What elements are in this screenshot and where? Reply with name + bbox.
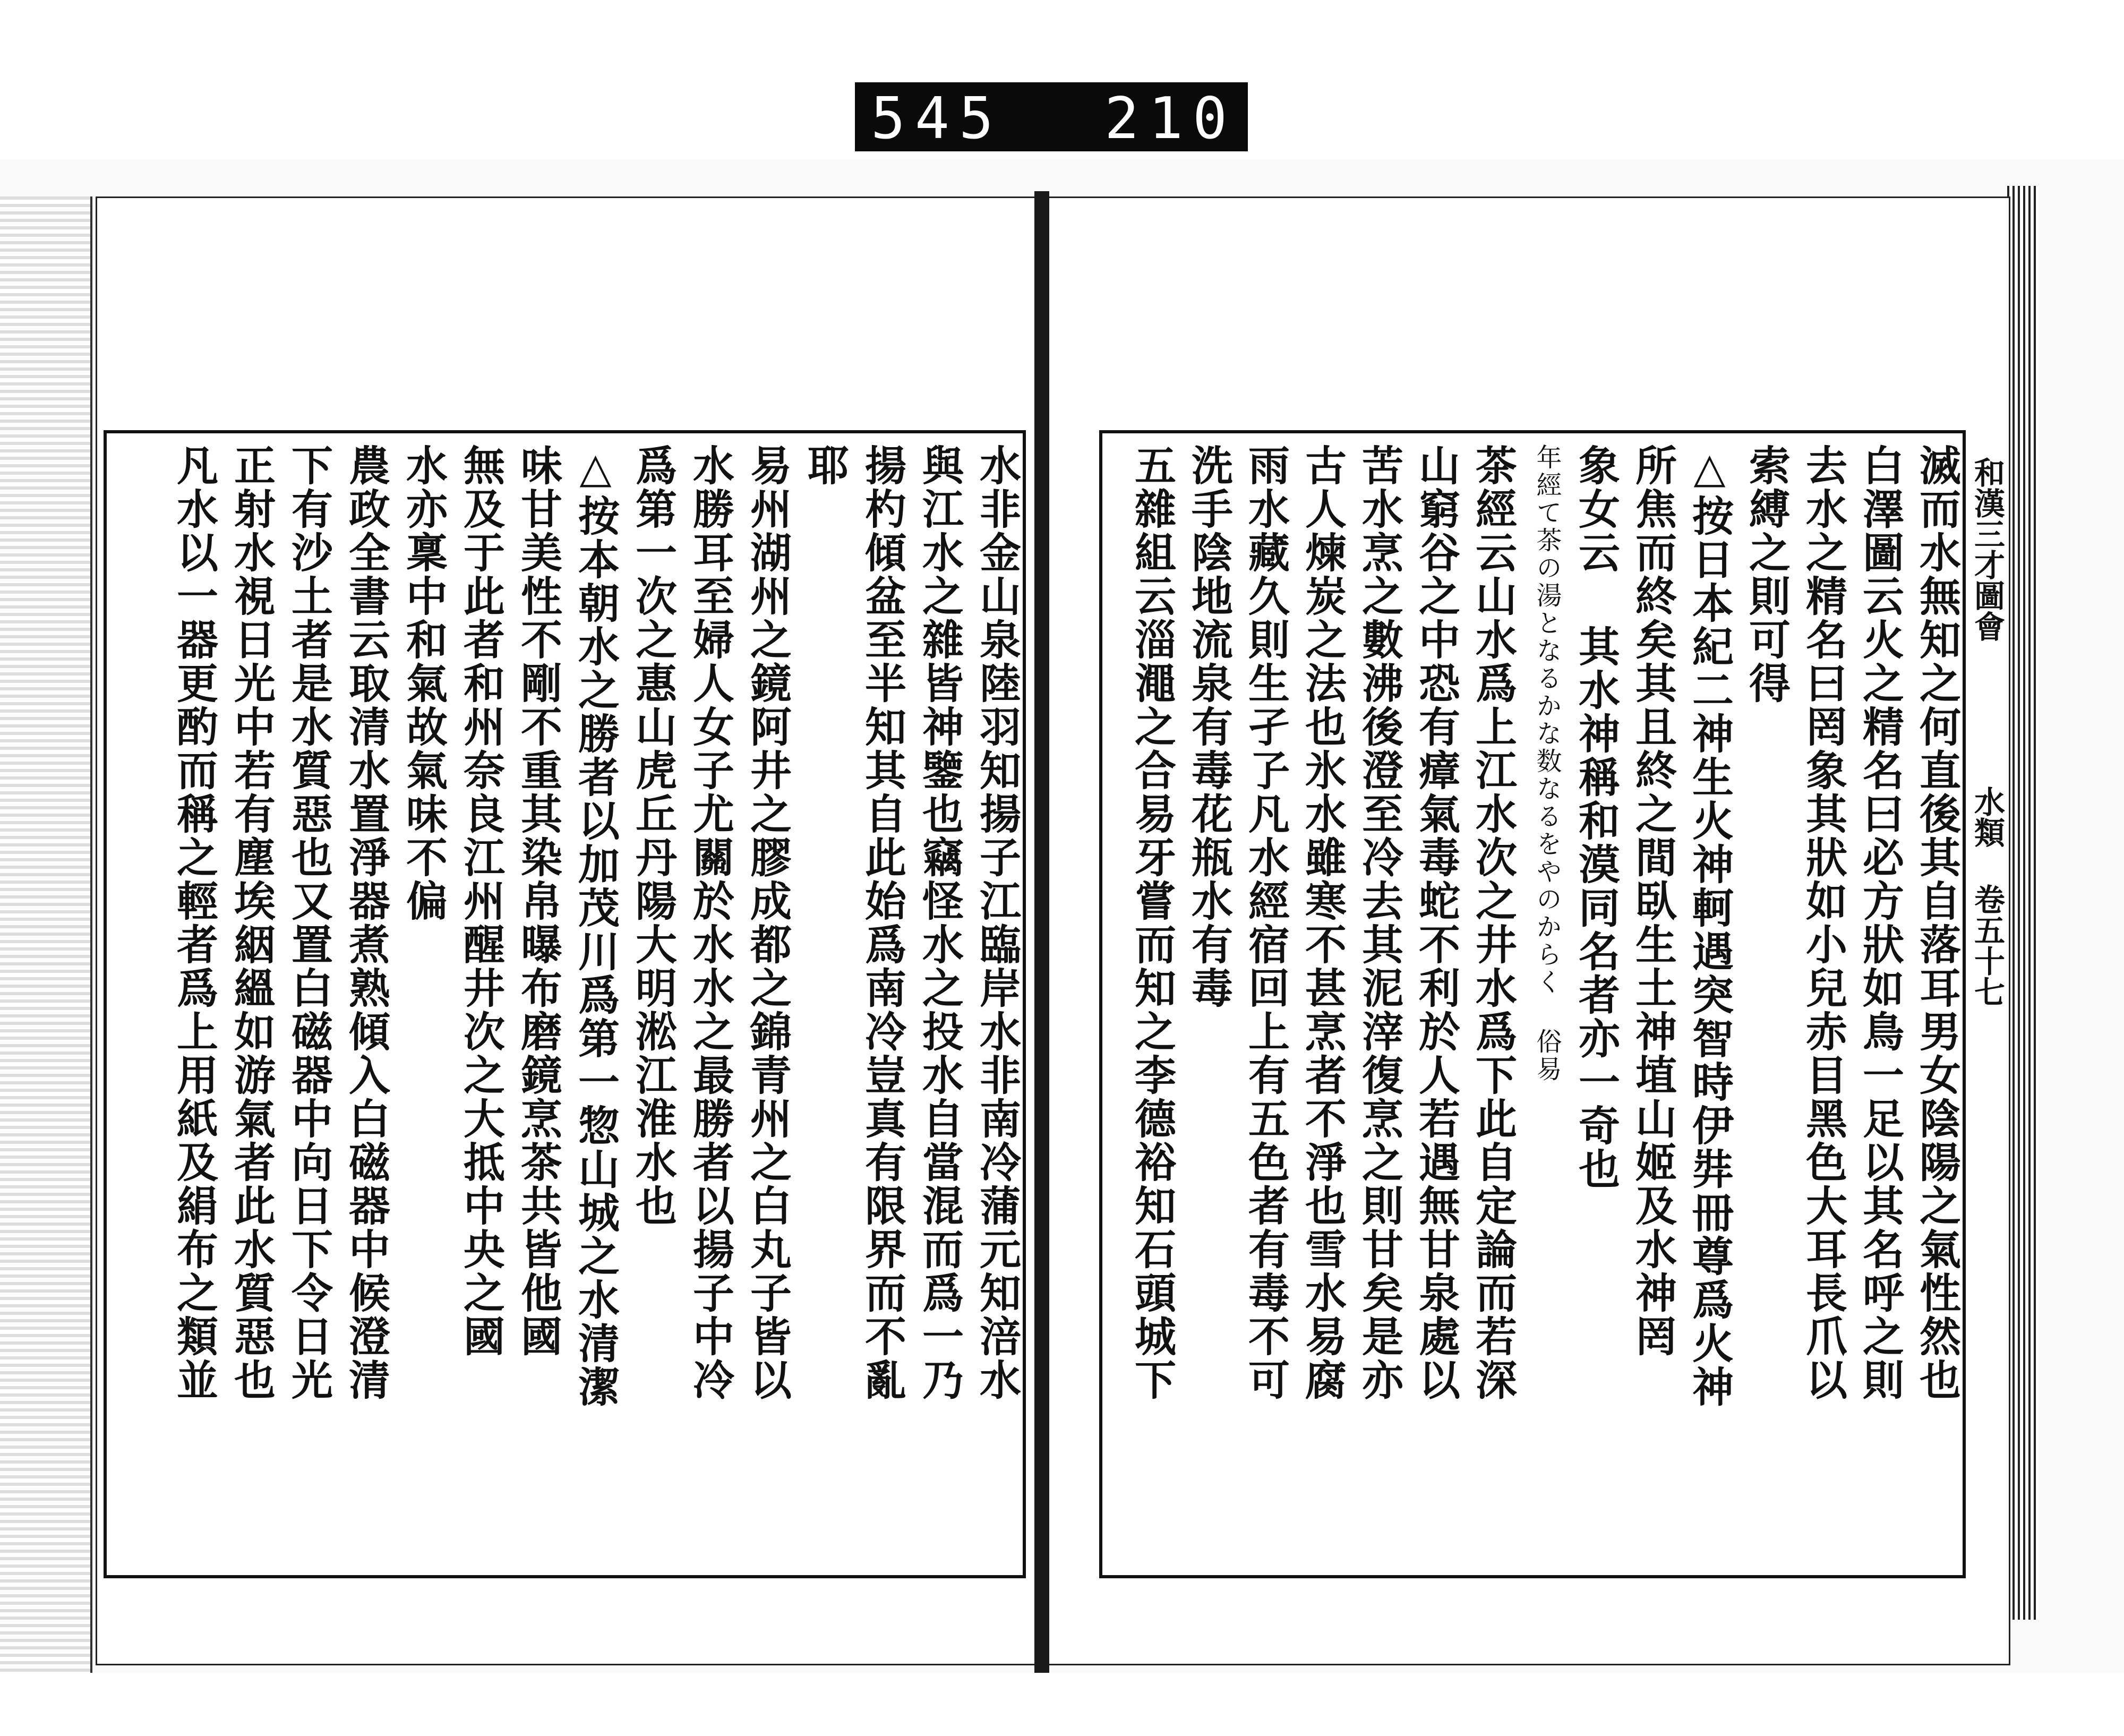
right-col-8-handwritten-note: 年經て茶の湯となるかな数なるをやのからく 俗易 — [1532, 444, 1562, 1083]
right-col-11: 苦水烹之數沸後澄至冷去其泥滓復烹之則甘矣是亦 — [1355, 444, 1403, 1402]
left-col-13: 下有沙土者是水質惡也又置白磁器中向日下令日光 — [285, 444, 333, 1402]
book-spine — [1034, 191, 1049, 1673]
right-col-12: 古人煉炭之法也氷水雖寒不甚烹者不淨也雪水易腐 — [1298, 444, 1347, 1402]
right-col-13: 雨水藏久則生孑孒凡水經宿回上有五色者有毒不可 — [1241, 444, 1290, 1402]
previous-page-edge — [0, 196, 92, 1673]
left-col-9: 味甘美性不剛不重其染帛曝布磨鏡烹茶共皆他國 — [514, 444, 562, 1358]
right-col-6: 所焦而終矣其且終之間臥生土神埴山姬及水神罔 — [1629, 444, 1677, 1358]
right-margin-section: 水類 卷五十七 — [1969, 786, 2005, 1007]
left-col-15: 凡水以一器更酌而稱之輕者爲上用紙及絹布之類並 — [170, 444, 218, 1402]
right-col-10: 山窮谷之中恐有瘴氣毒蛇不利於人若遇無甘泉處以 — [1412, 444, 1460, 1402]
left-col-2: 與江水之雜皆神鑒也竊怪水之投水自當混而爲一乃 — [915, 444, 964, 1402]
page-stack-edge — [2007, 186, 2039, 1620]
catalog-number-tag — [855, 82, 1281, 152]
right-col-14: 洗手陰地流泉有毒花瓶水有毒 — [1185, 444, 1233, 1010]
right-col-3: 去水之精名曰罔象其狀如小兒赤目黑色大耳長爪以 — [1799, 444, 1847, 1402]
right-margin-title: 和漢三才圖會 — [1969, 457, 2005, 642]
right-col-1: 滅而水無知之何直後其自落耳男女陰陽之氣性然也 — [1913, 444, 1961, 1402]
left-col-14: 正射水視日光中若有塵埃絪縕如游氣者此水質惡也 — [227, 444, 276, 1402]
left-col-8: △按本朝水之勝者以加茂川爲第一惣山城之水清潔 — [571, 444, 620, 1409]
left-col-12: 農政全書云取清水置淨器煮熟傾入白磁器中候澄清 — [342, 444, 390, 1402]
left-col-5: 易州湖州之鏡阿井之膠成都之錦青州之白丸子皆以 — [743, 444, 792, 1402]
left-col-6: 水勝耳至婦人女子尤關於水水之最勝者以揚子中冷 — [686, 444, 734, 1402]
right-col-15: 五雜組云淄澠之合易牙嘗而知之李德裕知石頭城下 — [1128, 444, 1176, 1402]
left-col-7: 爲第一次之惠山虎丘丹陽大明淞江淮水也 — [629, 444, 677, 1228]
right-col-9: 茶經云山水爲上江水次之井水爲下此自定論而若深 — [1469, 444, 1517, 1402]
tag-right-number: 210. — [1104, 85, 1281, 152]
right-col-5: △按日本紀二神生火神軻遇突智時伊弉冊尊爲火神 — [1685, 444, 1734, 1409]
right-text-frame — [1099, 430, 1966, 1578]
left-col-3: 揚杓傾盆至半知其自此始爲南冷豈真有限界而不亂 — [858, 444, 906, 1402]
right-col-4: 索縛之則可得 — [1742, 444, 1791, 705]
left-col-10: 無及于此者和州奈良江州醒井次之大抵中央之國 — [457, 444, 505, 1358]
tag-left-number: 545 — [871, 85, 1004, 152]
right-col-7: 象女云 其水神稱和漠同名者亦一奇也 — [1572, 444, 1620, 1191]
left-col-11: 水亦稟中和氣故氣味不偏 — [399, 444, 448, 923]
left-text-frame — [104, 430, 1026, 1578]
left-col-4: 耶 — [801, 444, 849, 488]
right-col-2: 白澤圖云火之精名曰必方狀如鳥一足以其名呼之則 — [1856, 444, 1904, 1402]
left-col-1: 水非金山泉陸羽知揚子江臨岸水非南冷蒲元知涪水 — [973, 444, 1021, 1402]
